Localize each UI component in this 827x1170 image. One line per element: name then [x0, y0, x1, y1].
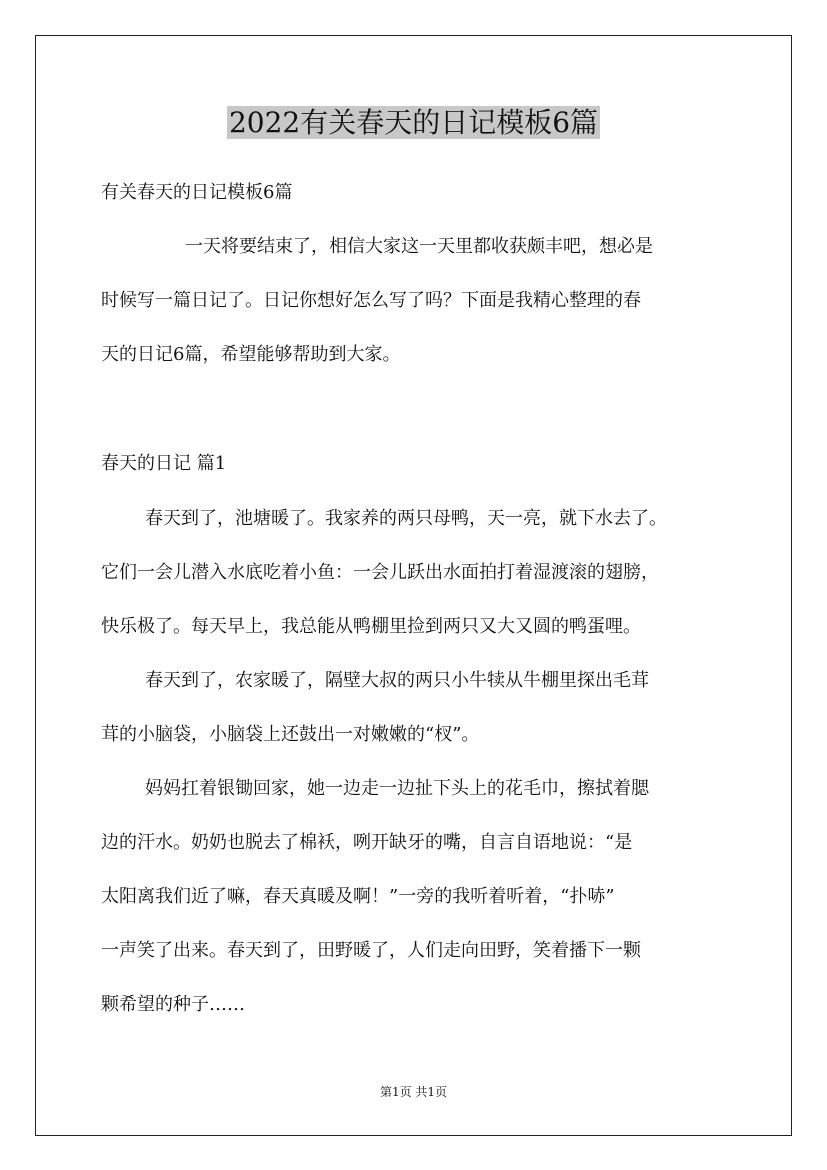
body-line: 太阳离我们近了嘛，春天真暖及啊！”一旁的我听着听着，“扑哧” — [101, 886, 615, 907]
body-line: 颗希望的种子…… — [101, 994, 245, 1015]
body-line: 边的汗水。奶奶也脱去了棉袄，咧开缺牙的嘴，自言自语地说：“是 — [101, 832, 633, 853]
page-number-footer: 第1页 共1页 — [379, 1085, 448, 1099]
document-title — [0, 103, 827, 143]
section-heading: 春天的日记 篇1 — [101, 453, 227, 474]
intro-line: 一天将要结束了，相信大家这一天里都收获颇丰吧，想必是 — [185, 236, 653, 257]
document-subtitle: 有关春天的日记模板6篇 — [101, 182, 293, 203]
intro-line: 时候写一篇日记了。日记你想好怎么写了吗？下面是我精心整理的春 — [101, 290, 641, 311]
body-line: 茸的小脑袋，小脑袋上还鼓出一对嫩嫩的“杈”。 — [101, 724, 480, 745]
intro-line: 天的日记6篇，希望能够帮助到大家。 — [101, 344, 401, 365]
body-line: 一声笑了出来。春天到了，田野暖了，人们走向田野，笑着播下一颗 — [101, 940, 641, 961]
body-line: 春天到了，农家暖了，隔壁大叔的两只小牛犊从牛棚里探出毛茸 — [145, 670, 649, 691]
body-line: 春天到了，池塘暖了。我家养的两只母鸭，天一亮，就下水去了。 — [145, 508, 667, 529]
body-line: 它们一会儿潜入水底吃着小鱼：一会儿跃出水面拍打着湿渡滚的翅膀， — [101, 562, 659, 583]
document-title-text: 2022有关春天的日记模板6篇 — [228, 106, 599, 139]
body-line: 妈妈扛着银锄回家，她一边走一边扯下头上的花毛巾，擦拭着腮 — [145, 778, 649, 799]
body-line: 快乐极了。每天早上，我总能从鸭棚里捡到两只又大又圆的鸭蛋哩。 — [101, 616, 641, 637]
